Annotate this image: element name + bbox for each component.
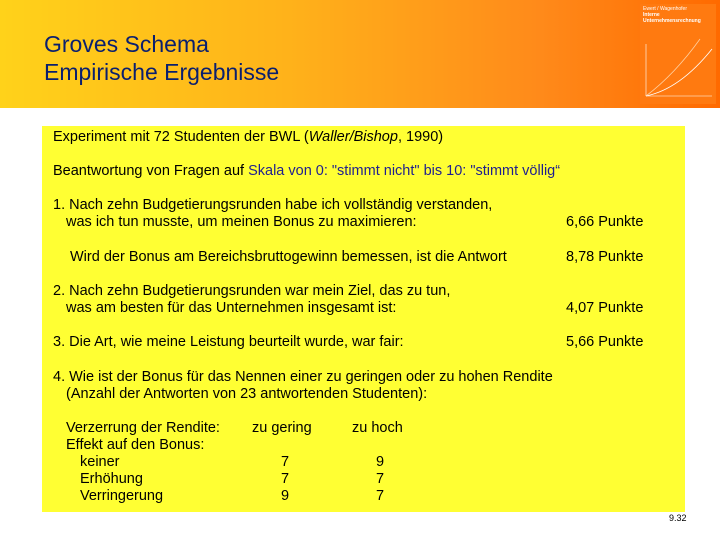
table-cell: 9 <box>376 454 385 470</box>
table-row-label: Erhöhung <box>80 471 143 487</box>
page-number: 9.32 <box>669 513 687 523</box>
q1b-score: 8,78 Punkte <box>566 249 644 265</box>
q3-score: 5,66 Punkte <box>566 334 644 350</box>
answer-line <box>53 163 560 180</box>
book-cover-thumbnail <box>640 4 716 104</box>
q2-line-2: was am besten für das Unternehmen insgesamt ist: <box>66 300 397 316</box>
table-row-header: Verzerrung der Rendite: <box>66 420 220 436</box>
q2-score: 4,07 Punkte <box>566 300 644 316</box>
q1-score: 6,66 Punkte <box>566 214 644 230</box>
cover-title-1: Interne <box>643 12 660 18</box>
cover-authors: Ewert / Wagenhofer <box>643 6 688 12</box>
q4-line-1: 4. Wie ist der Bonus für das Nennen einer zu geringen oder zu hohen Rendite <box>53 369 553 385</box>
header-banner <box>0 0 720 108</box>
table-cell: 9 <box>281 488 290 504</box>
experiment-citation: Waller/Bishop <box>308 129 398 145</box>
table-col-zu-gering: zu gering <box>252 420 312 436</box>
table-col-zu-hoch: zu hoch <box>352 420 403 436</box>
table-cell: 7 <box>281 471 290 487</box>
title-line-2: Empirische Ergebnisse <box>44 59 280 85</box>
q3-text: 3. Die Art, wie meine Leistung beurteilt wurde, war fair: <box>53 334 404 350</box>
page-title <box>44 30 279 86</box>
experiment-prefix: Experiment mit 72 Studenten der BWL ( <box>53 129 309 145</box>
table-effect-label: Effekt auf den Bonus: <box>66 437 205 453</box>
title-line-1: Groves Schema <box>44 31 209 57</box>
experiment-line <box>53 129 443 146</box>
content-box <box>42 126 685 512</box>
answer-prefix: Beantwortung von Fragen auf <box>53 163 249 179</box>
cover-title-2: Unternehmensrechnung <box>643 18 701 24</box>
table-row-label: keiner <box>80 454 120 470</box>
q1-line-1: 1. Nach zehn Budgetierungsrunden habe ich vollständig verstanden, <box>53 197 493 213</box>
q1-line-2: was ich tun musste, um meinen Bonus zu maximieren: <box>66 214 417 230</box>
table-cell: 7 <box>376 471 385 487</box>
q1b-text: Wird der Bonus am Bereichsbruttogewinn bemessen, ist die Antwort <box>70 249 507 265</box>
q2-line-1: 2. Nach zehn Budgetierungsrunden war mein Ziel, das zu tun, <box>53 283 451 299</box>
table-cell: 7 <box>281 454 290 470</box>
cover-text <box>643 6 701 24</box>
table-cell: 7 <box>376 488 385 504</box>
table-row-label: Verringerung <box>80 488 164 504</box>
answer-scale: Skala von 0: "stimmt nicht" bis 10: "stimmt völlig“ <box>248 163 561 179</box>
q4-line-2: (Anzahl der Antworten von 23 antwortenden Studenten): <box>66 386 428 402</box>
experiment-suffix: , 1990) <box>397 129 444 145</box>
